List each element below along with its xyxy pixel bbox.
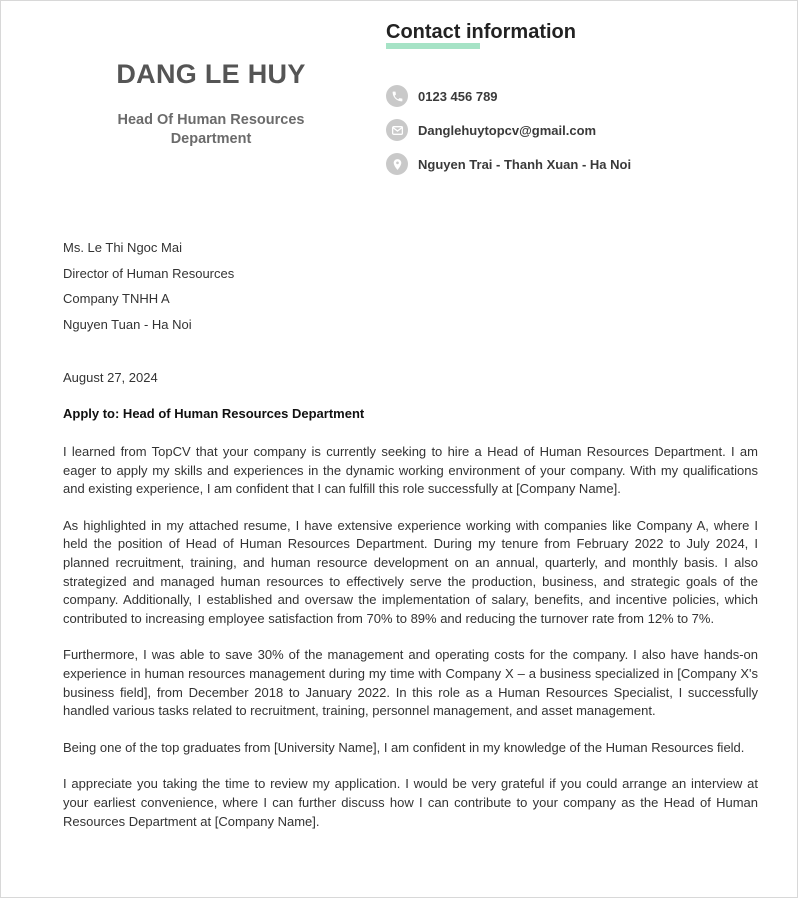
contact-heading-text: Contact information [386, 21, 576, 43]
recipient-address: Nguyen Tuan - Ha Noi [63, 316, 192, 332]
applicant-name: DANG LE HUY [116, 59, 306, 89]
letter-body [63, 443, 758, 849]
letter-subject: Apply to: Head of Human Resources Department [63, 406, 365, 421]
contact-email [386, 113, 631, 147]
location-address: Nguyen Trai - Thanh Xuan - Ha Noi [418, 156, 632, 172]
paragraph-education: Being one of the top graduates from [University Name], I am confident in my knowledge of the Human Resources field. [63, 739, 745, 755]
contact-heading [386, 21, 576, 44]
recipient-name: Ms. Le Thi Ngoc Mai [63, 240, 182, 255]
contact-list [386, 79, 631, 181]
paragraph-intro: I learned from TopCV that your company is currently seeking to hire a Head of Human Resources Department. I am eager to apply my skills and experiences in the dynamic working environment of your company. With my qualifications and existing experience, I am confident that I can fulfill this role successfully at [Company Name]. [63, 444, 758, 497]
email-icon [386, 119, 408, 141]
contact-phone [386, 79, 631, 113]
heading-highlight [386, 43, 480, 49]
recipient-company: Company TNHH A [63, 291, 170, 306]
paragraph-further-experience: Furthermore, I was able to save 30% of the management and operating costs for the company. I also have hands-on experience in human resources management during my time with Company X – a business specialized in [Company X's business field], from December 2018 to January 2022. In this role as a Human Resources Specialist, I successfully handled various tasks related to recruitment, training, personnel management, and asset management. [63, 647, 758, 719]
phone-number: 0123 456 789 [418, 88, 498, 104]
applicant-job-title: Head Of Human Resources Department [117, 112, 305, 147]
location-icon [386, 153, 408, 175]
letter-date: August 27, 2024 [63, 370, 158, 385]
recipient-block [63, 239, 234, 341]
paragraph-closing: I appreciate you taking the time to review my application. I would be very grateful if you could arrange an interview at your earliest convenience, where I can further discuss how I can contribute to your company as the Head of Human Resources Department at [Company Name]. [63, 776, 758, 829]
recipient-position: Director of Human Resources [63, 265, 235, 281]
contact-location [386, 147, 631, 181]
phone-icon [386, 85, 408, 107]
letter-header [1, 1, 797, 191]
paragraph-experience: As highlighted in my attached resume, I have extensive experience working with companies like Company A, where I held the position of Head of Human Resources Department. During my tenure from February 2022 to July 2024, I planned recruitment, training, and human resource development on an annual, quarterly, and monthly basis. I also strategized and managed human resources to effectively serve the production, business, and strategic goals of the company. Additionally, I established and oversaw the implementation of salary, benefits, and incentive policies, which contributed to increasing employee satisfaction from 70% to 89% and reducing the turnover rate from 12% to 7%. [63, 517, 758, 626]
email-address: Danglehuytopcv@gmail.com [418, 122, 597, 138]
